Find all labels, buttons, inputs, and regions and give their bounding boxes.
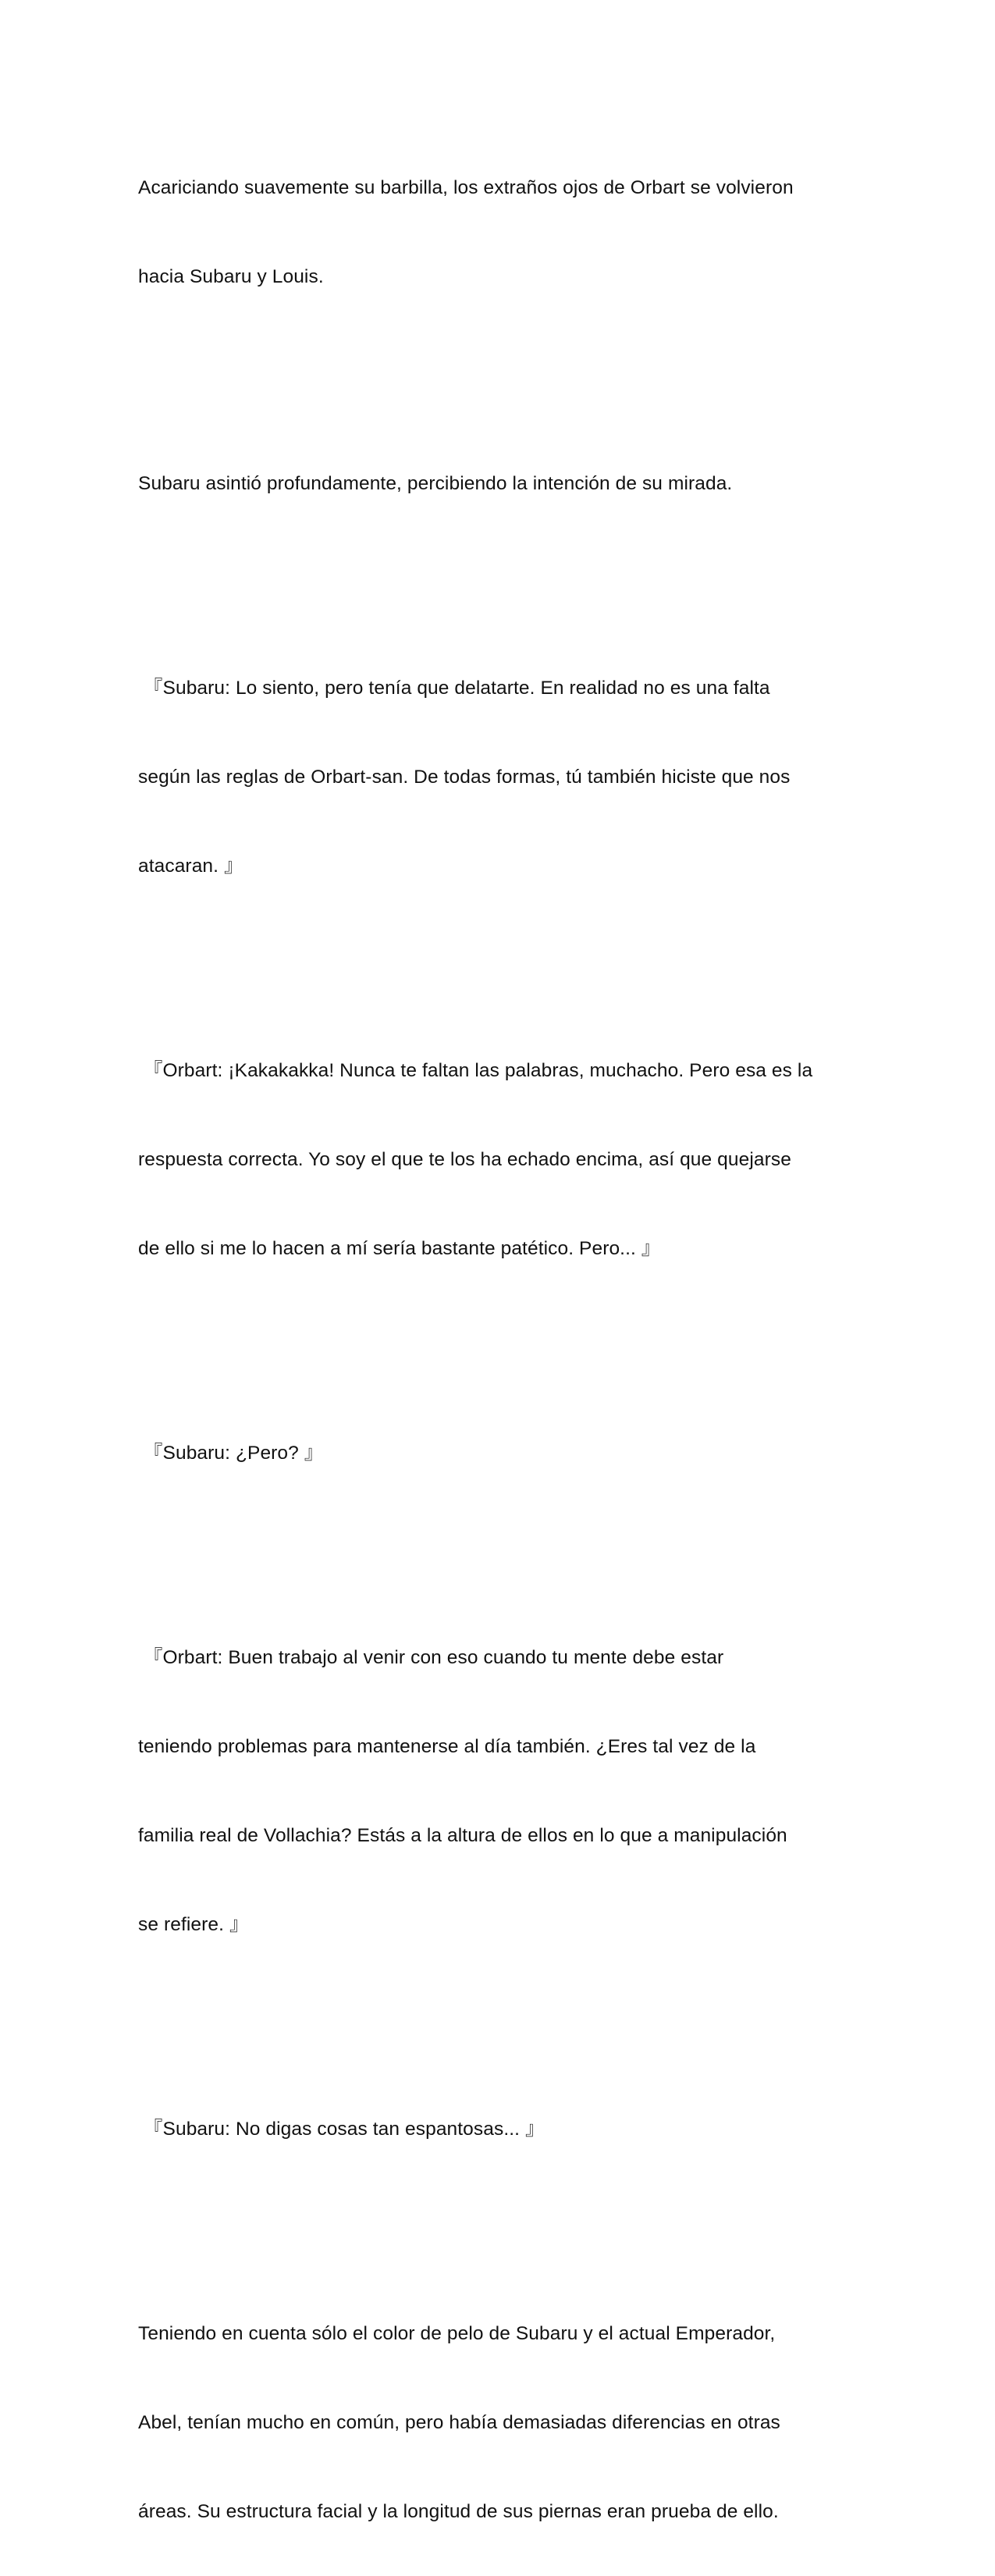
text-line: atacaran. 』 xyxy=(138,856,243,877)
text-line: 『Orbart: Buen trabajo al venir con eso cuando tu mente debe estar xyxy=(138,1647,724,1668)
document-body xyxy=(138,114,856,2576)
text-line: Abel, tenían mucho en común, pero había demasiadas diferencias en otras xyxy=(138,2412,780,2433)
text-line: Subaru asintió profundamente, percibiendo la intención de su mirada. xyxy=(138,473,733,494)
text-line: de ello si me lo hacen a mí sería bastante patético. Pero... 』 xyxy=(138,1238,661,1259)
narration-paragraph xyxy=(138,410,856,558)
narration-paragraph xyxy=(138,114,856,351)
dialogue-paragraph xyxy=(138,2055,856,2204)
text-line: según las reglas de Orbart-san. De todas formas, tú también hiciste que nos xyxy=(138,767,791,788)
dialogue-paragraph xyxy=(138,1584,856,1999)
text-line: teniendo problemas para mantenerse al día también. ¿Eres tal vez de la xyxy=(138,1736,756,1757)
text-line: familia real de Vollachia? Estás a la altura de ellos en lo que a manipulación xyxy=(138,1825,787,1846)
text-line: hacia Subaru y Louis. xyxy=(138,266,324,287)
text-line: áreas. Su estructura facial y la longitud de sus piernas eran prueba de ello. xyxy=(138,2501,779,2522)
dialogue-paragraph xyxy=(138,1379,856,1528)
dialogue-paragraph xyxy=(138,614,856,941)
text-line: 『Subaru: No digas cosas tan espantosas... 』 xyxy=(138,2119,545,2140)
dialogue-paragraph xyxy=(138,997,856,1323)
text-line: 『Subaru: ¿Pero? 』 xyxy=(138,1443,324,1464)
text-line: Acariciando suavemente su barbilla, los extraños ojos de Orbart se volvieron xyxy=(138,177,794,198)
text-line: 『Subaru: Lo siento, pero tenía que delatarte. En realidad no es una falta xyxy=(138,678,770,699)
text-line: 『Orbart: ¡Kakakakka! Nunca te faltan las palabras, muchacho. Pero esa es la xyxy=(138,1060,813,1081)
narration-paragraph xyxy=(138,2260,856,2576)
text-line: respuesta correcta. Yo soy el que te los ha echado encima, así que quejarse xyxy=(138,1149,791,1170)
text-line: se refiere. 』 xyxy=(138,1914,249,1935)
text-line: Teniendo en cuenta sólo el color de pelo de Subaru y el actual Emperador, xyxy=(138,2323,776,2344)
